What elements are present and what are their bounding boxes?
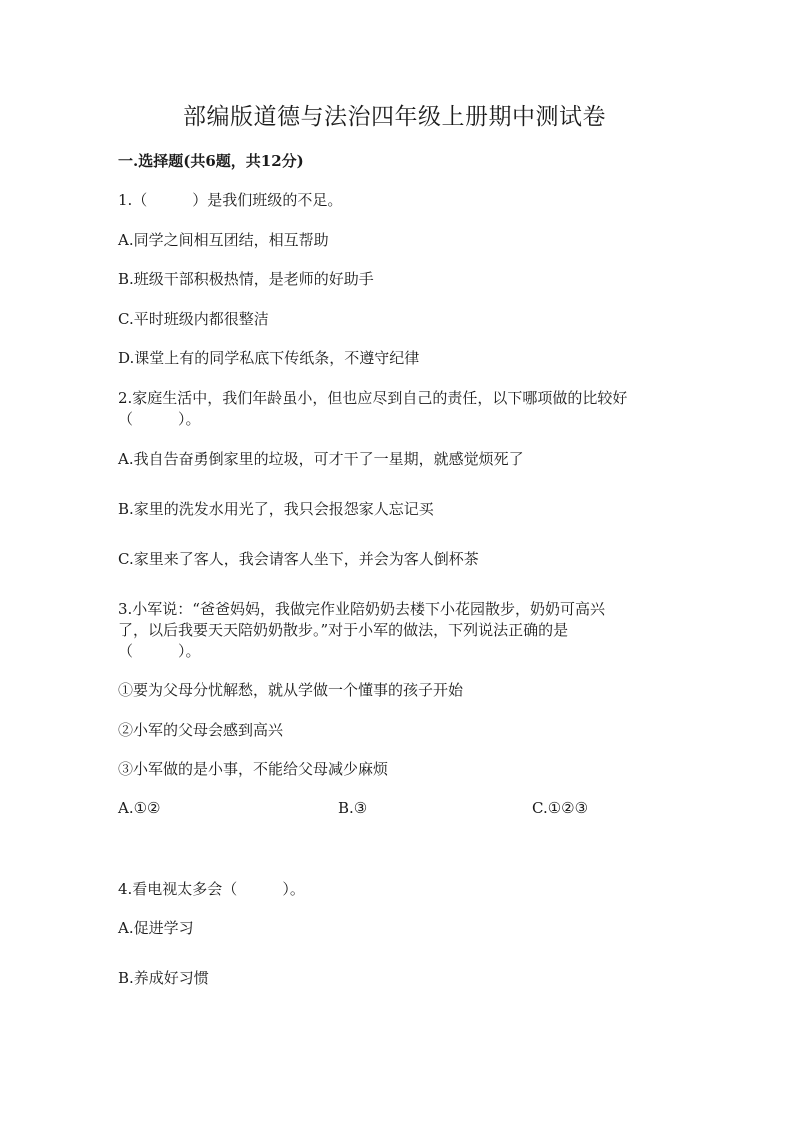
option-b: B.养成好习惯 [118,969,209,987]
option-c: C.家里来了客人，我会请客人坐下，并会为客人倒杯茶 [118,550,479,568]
question-stem-line-2: （ ）。 [118,410,201,428]
option-b: B.班级干部积极热情，是老师的好助手 [118,270,374,288]
question-stem-line-3: （ ）。 [118,642,201,660]
option-d: D.课堂上有的同学私底下传纸条，不遵守纪律 [118,349,420,367]
page-title: 部编版道德与法治四年级上册期中测试卷 [183,104,606,130]
option-b: B.③ [338,799,368,817]
option-a: A.促进学习 [118,919,194,937]
question-stem: 1.（ ）是我们班级的不足。 [118,191,343,209]
question-stem: 4.看电视太多会（ ）。 [118,880,305,898]
option-c: C.平时班级内都很整洁 [118,310,269,328]
option-a: A.①② [118,799,161,817]
question-stem-line-1: 2.家庭生活中，我们年龄虽小，但也应尽到自己的责任，以下哪项做的比较好 [118,389,628,407]
statement-2: ②小军的父母会感到高兴 [118,721,284,739]
question-stem-line-2: 了，以后我要天天陪奶奶散步。”对于小军的做法，下列说法正确的是 [118,621,569,639]
option-a: A.我自告奋勇倒家里的垃圾，可才干了一星期，就感觉烦死了 [118,450,524,468]
question-stem-line-1: 3.小军说：“爸爸妈妈，我做完作业陪奶奶去楼下小花园散步，奶奶可高兴 [118,600,605,618]
option-c: C.①②③ [532,799,589,817]
option-a: A.同学之间相互团结，相互帮助 [118,231,329,249]
section-heading: 一.选择题(共6题，共12分) [118,152,304,170]
statement-1: ①要为父母分忧解愁，就从学做一个懂事的孩子开始 [118,681,464,699]
option-b: B.家里的洗发水用光了，我只会报怨家人忘记买 [118,500,434,518]
statement-3: ③小军做的是小事，不能给父母减少麻烦 [118,760,389,778]
